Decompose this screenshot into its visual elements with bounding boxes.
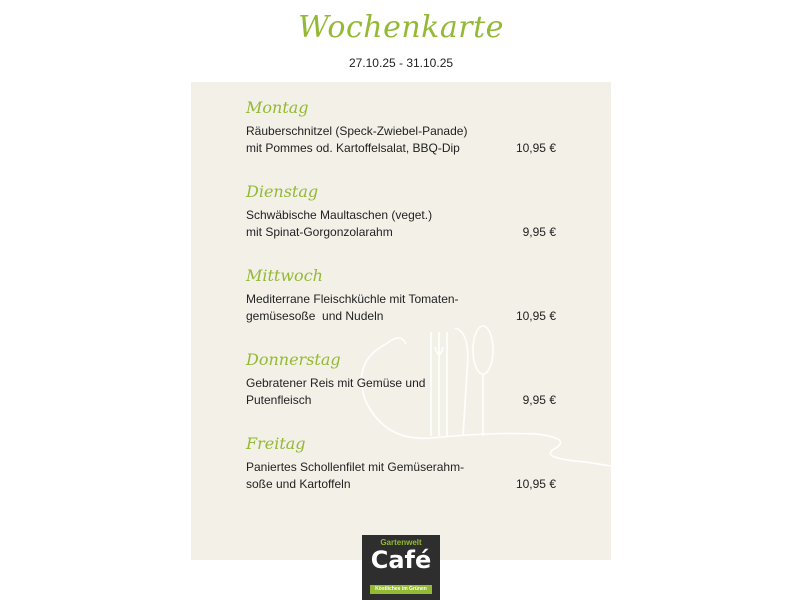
dish-row bbox=[246, 207, 566, 241]
day-block-montag bbox=[246, 96, 566, 157]
dish-description: Mediterrane Fleischküchle mit Tomaten- gemüsesoße und Nudeln bbox=[246, 292, 459, 323]
day-name-donnerstag: Donnerstag bbox=[246, 350, 341, 369]
menu-sheet bbox=[191, 0, 611, 600]
dish-price: 9,95 € bbox=[522, 225, 556, 239]
page-title: Wochenkarte bbox=[298, 10, 504, 45]
logo-main-text: Café bbox=[370, 546, 432, 574]
day-name-montag: Montag bbox=[246, 98, 309, 117]
dish-price: 10,95 € bbox=[515, 309, 556, 323]
logo-top-text: Gartenwelt bbox=[380, 538, 422, 547]
dish-description: Paniertes Schollenfilet mit Gemüserahm- soße und Kartoffeln bbox=[246, 460, 465, 491]
dish-description: Räuberschnitzel (Speck-Zwiebel-Panade) mit Pommes od. Kartoffelsalat, BBQ-Dip bbox=[246, 124, 468, 155]
day-block-freitag bbox=[246, 432, 566, 493]
day-name-mittwoch: Mittwoch bbox=[246, 266, 323, 285]
logo-subtitle-bar bbox=[370, 585, 432, 594]
menu-panel bbox=[191, 82, 611, 560]
dish-price: 9,95 € bbox=[522, 393, 556, 407]
dish-price: 10,95 € bbox=[515, 477, 556, 491]
dish-price: 10,95 € bbox=[515, 141, 556, 155]
dish-row bbox=[246, 375, 566, 409]
dish-description: Schwäbische Maultaschen (veget.) mit Spinat-Gorgonzolarahm bbox=[246, 208, 433, 239]
day-name-freitag: Freitag bbox=[246, 434, 306, 453]
day-block-dienstag bbox=[246, 180, 566, 241]
dish-row bbox=[246, 123, 566, 157]
day-block-donnerstag bbox=[246, 348, 566, 409]
dish-description: Gebratener Reis mit Gemüse und Putenfleisch bbox=[246, 376, 426, 407]
dish-row bbox=[246, 291, 566, 325]
logo-subtitle: Köstliches im Grünen bbox=[375, 586, 427, 592]
date-range: 27.10.25 - 31.10.25 bbox=[348, 56, 454, 70]
cafe-logo bbox=[362, 535, 440, 600]
dish-row bbox=[246, 459, 566, 493]
day-block-mittwoch bbox=[246, 264, 566, 325]
day-name-dienstag: Dienstag bbox=[246, 182, 319, 201]
